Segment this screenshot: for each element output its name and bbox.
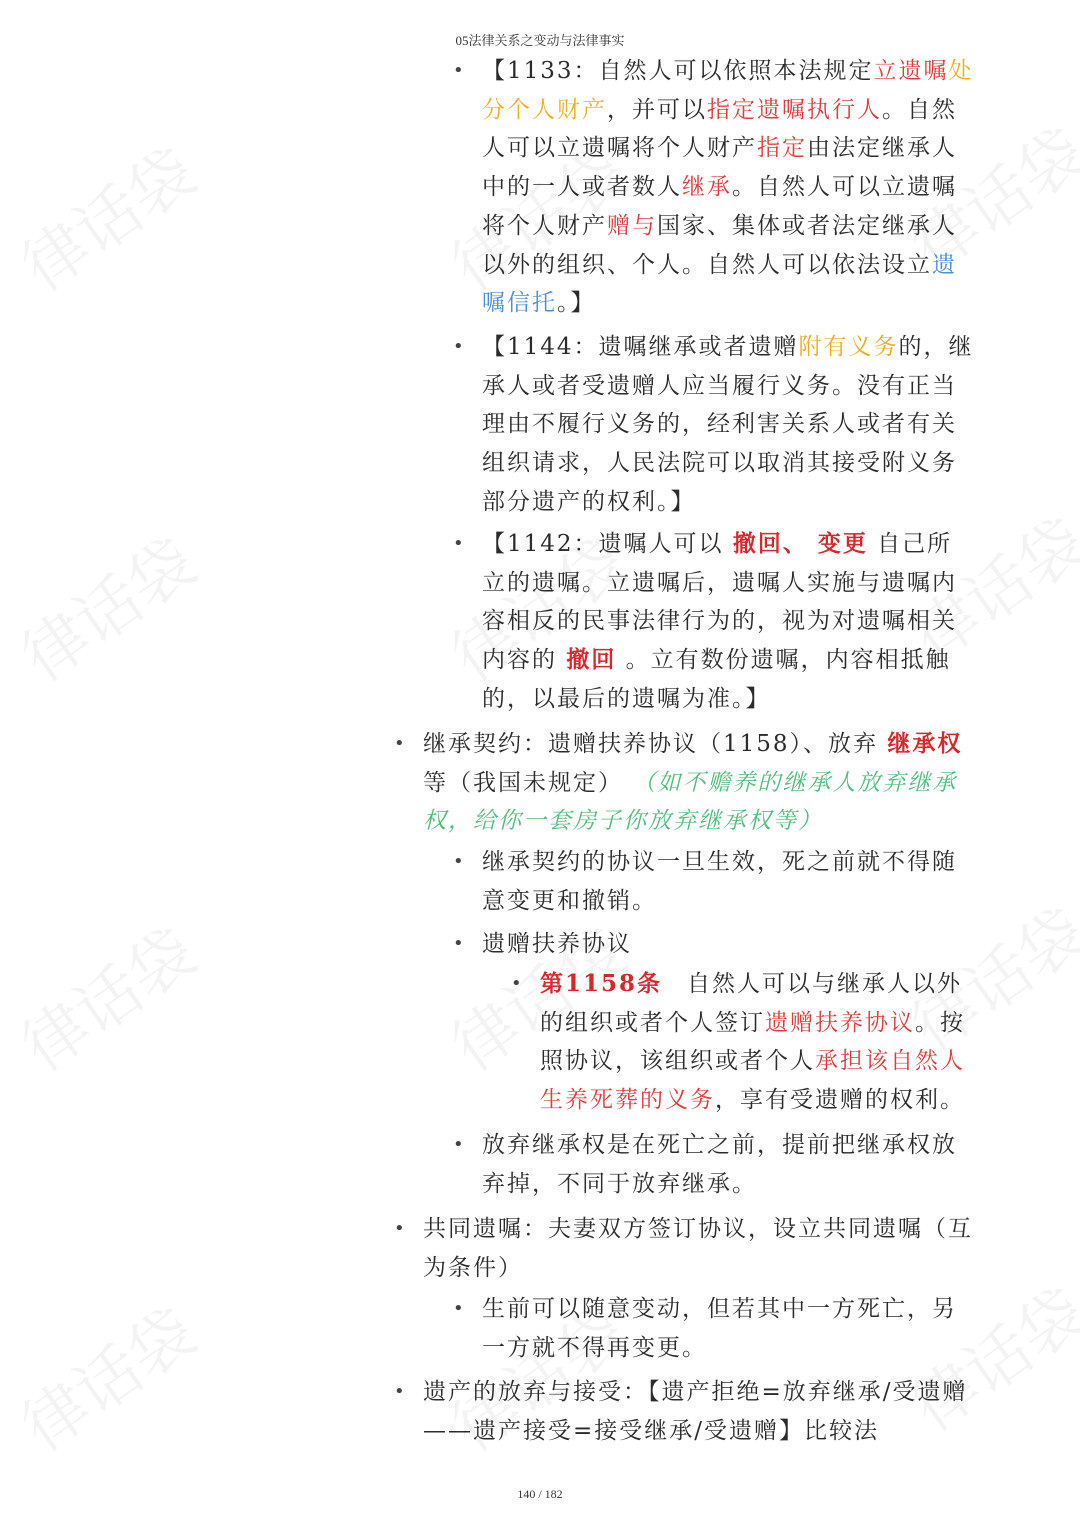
- watermark: [1, 513, 211, 698]
- list-item-joint-will-sub: • 生前可以随意变动，但若其中一方死亡，另一方就不得再变更。: [482, 1290, 977, 1367]
- list-item-bequest-title: • 遗赠扶养协议: [482, 925, 977, 964]
- list-item-1133: • 【1133：自然人可以依照本法规定立遗嘱处分个人财产，并可以指定遗嘱执行人。自然人可以立遗嘱将个人财产指定由法定继承人中的一人或者数人继承。自然人可以立遗嘱将个人财产赠与国家、集体或者法定继承人以外的组织、个人。自然人可以依法设立遗嘱信托。】: [482, 52, 977, 323]
- watermark: [1, 123, 211, 308]
- watermark: [1, 1283, 211, 1468]
- watermark: [1, 903, 211, 1088]
- list-item-joint-will: • 共同遗嘱：夫妻双方签订协议，设立共同遗嘱（互为条件）: [423, 1210, 975, 1287]
- page-number: 140 / 182: [517, 1487, 563, 1501]
- page-header: 05法律关系之变动与法律事实: [455, 33, 625, 48]
- list-item-estate: • 遗产的放弃与接受：【遗产拒绝=放弃继承/受遗赠——遗产接受=接受继承/受遗赠】比较法: [423, 1373, 975, 1450]
- list-item-inheritance-contract: • 继承契约：遗赠扶养协议（1158）、放弃 继承权 等（我国未规定） （如不赡养的继承人放弃继承权，给你一套房子你放弃继承权等）: [423, 725, 975, 841]
- list-item-renounce: • 放弃继承权是在死亡之前，提前把继承权放弃掉，不同于放弃继承。: [482, 1126, 977, 1203]
- list-item-contract-effect: • 继承契约的协议一旦生效，死之前就不得随意变更和撤销。: [482, 843, 977, 920]
- list-item-1142: • 【1142：遗嘱人可以 撤回、 变更 自己所立的遗嘱。立遗嘱后，遗嘱人实施与遗嘱内容相反的民事法律行为的，视为对遗嘱相关内容的 撤回 。立有数份遗嘱，内容相抵触的，以最后的遗嘱为准。】: [482, 525, 977, 719]
- list-item-1144: • 【1144：遗嘱继承或者遗赠附有义务的，继承人或者受遗赠人应当履行义务。没有正当理由不履行义务的，经利害关系人或者有关组织请求，人民法院可以取消其接受附义务部分遗产的权利。】: [482, 328, 977, 522]
- list-item-1158: • 第1158条 自然人可以与继承人以外的组织或者个人签订遗赠扶养协议。按照协议，该组织或者个人承担该自然人生养死葬的义务，享有受遗赠的权利。: [540, 965, 980, 1120]
